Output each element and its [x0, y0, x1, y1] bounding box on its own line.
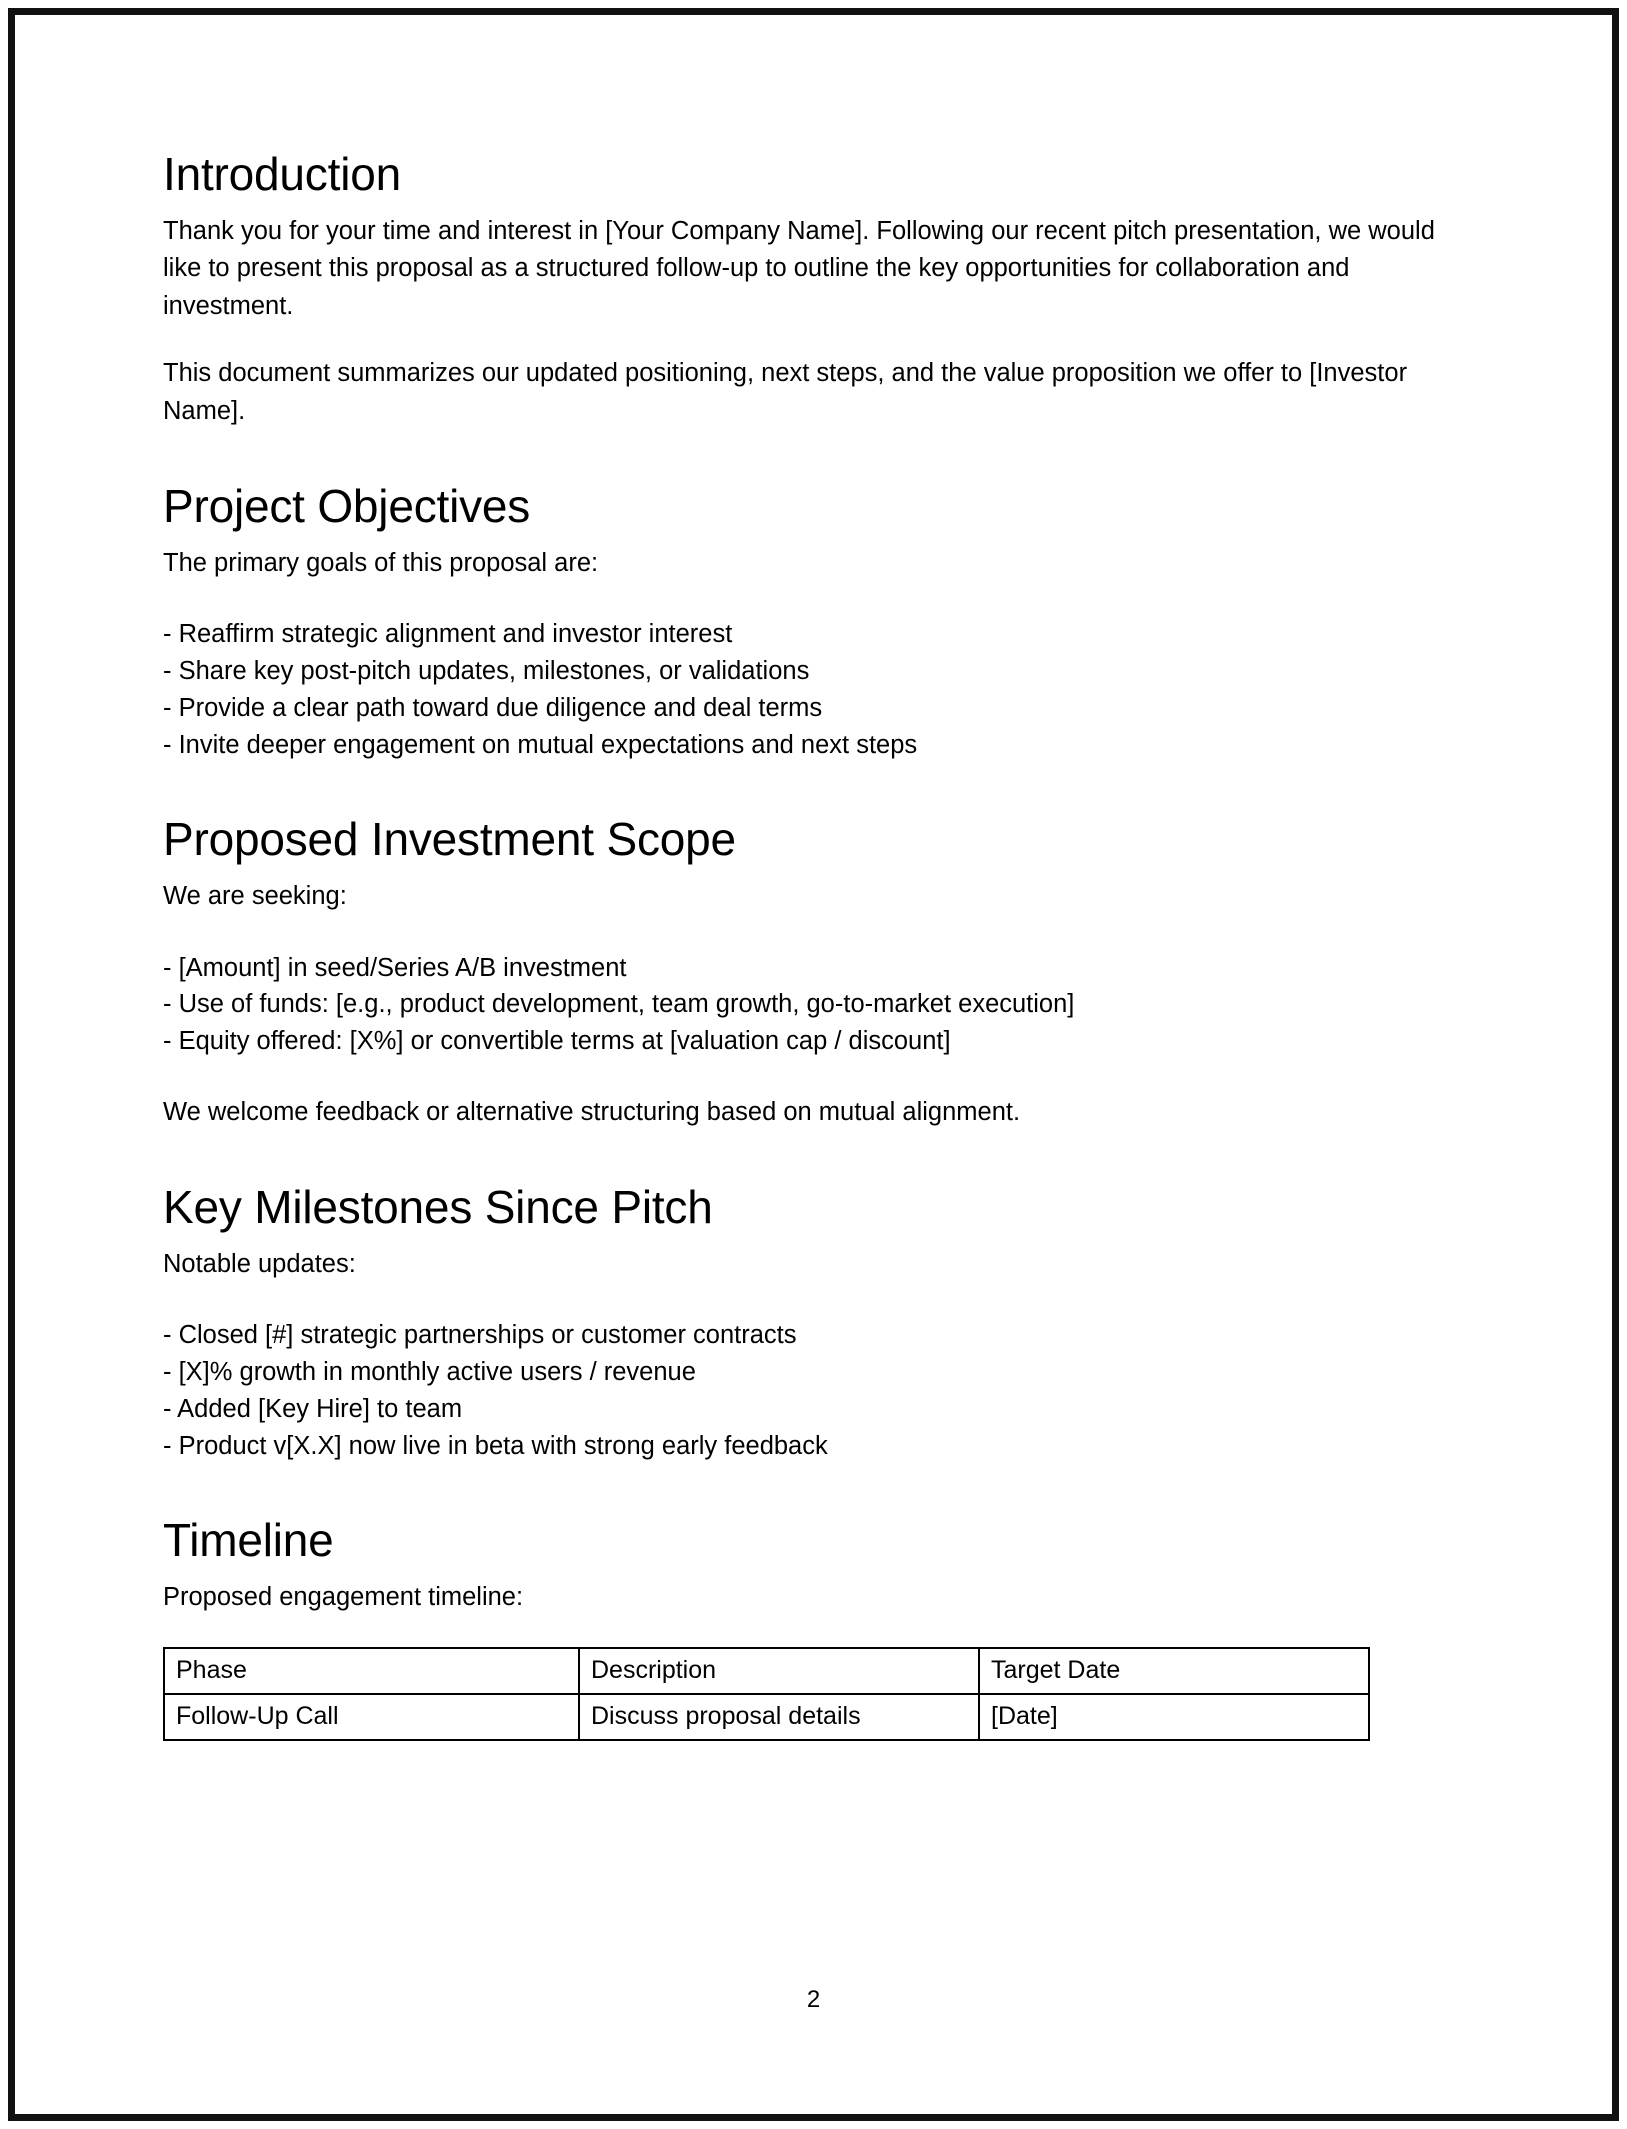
column-header-phase: Phase	[164, 1648, 579, 1694]
list-key-milestones	[163, 1317, 1463, 1464]
cell-phase: Follow-Up Call	[164, 1694, 579, 1740]
cell-target-date: [Date]	[979, 1694, 1369, 1740]
section-introduction	[163, 150, 1463, 430]
lead-project-objectives: The primary goals of this proposal are:	[163, 548, 599, 577]
table-row	[164, 1694, 1369, 1740]
page-number: 2	[806, 1986, 821, 2013]
list-item: - [X]% growth in monthly active users / revenue	[163, 1358, 696, 1387]
list-item: - [Amount] in seed/Series A/B investment	[163, 953, 627, 982]
list-item: - Use of funds: [e.g., product development, team growth, go-to-market execution]	[163, 990, 1075, 1019]
heading-timeline: Timeline	[163, 1514, 334, 1567]
lead-investment-scope: We are seeking:	[163, 882, 347, 911]
list-item: - Product v[X.X] now live in beta with strong early feedback	[163, 1431, 828, 1460]
list-item: - Reaffirm strategic alignment and investor interest	[163, 620, 733, 649]
document-content	[163, 150, 1463, 1741]
cell-description: Discuss proposal details	[579, 1694, 979, 1740]
list-item: - Invite deeper engagement on mutual expectations and next steps	[163, 730, 918, 759]
timeline-table	[163, 1647, 1370, 1741]
table-header-row	[164, 1648, 1369, 1694]
heading-proposed-investment-scope: Proposed Investment Scope	[163, 813, 736, 866]
list-item: - Closed [#] strategic partnerships or customer contracts	[163, 1321, 797, 1350]
column-header-target-date: Target Date	[979, 1648, 1369, 1694]
section-key-milestones	[163, 1183, 1463, 1464]
closing-investment-scope: We welcome feedback or alternative structuring based on mutual alignment.	[163, 1097, 1021, 1126]
heading-project-objectives: Project Objectives	[163, 480, 531, 533]
column-header-description: Description	[579, 1648, 979, 1694]
list-item: - Equity offered: [X%] or convertible terms at [valuation cap / discount]	[163, 1026, 951, 1055]
section-proposed-investment-scope	[163, 815, 1463, 1131]
heading-key-milestones: Key Milestones Since Pitch	[163, 1181, 713, 1234]
list-investment-scope	[163, 950, 1463, 1060]
list-item: - Share key post-pitch updates, milestones, or validations	[163, 657, 810, 686]
lead-key-milestones: Notable updates:	[163, 1249, 356, 1278]
list-item: - Provide a clear path toward due diligence and deal terms	[163, 693, 823, 722]
list-item: - Added [Key Hire] to team	[163, 1394, 463, 1423]
list-project-objectives	[163, 616, 1463, 763]
section-project-objectives	[163, 482, 1463, 763]
lead-timeline: Proposed engagement timeline:	[163, 1583, 524, 1612]
paragraph-intro-2: This document summarizes our updated positioning, next steps, and the value proposition we offer to [Investor Name].	[163, 359, 1408, 425]
paragraph-intro-1: Thank you for your time and interest in [Your Company Name]. Following our recent pitch presentation, we would like to present this proposal as a structured follow-up to outline the key opportunities for collaboration and investment.	[163, 216, 1435, 320]
section-timeline	[163, 1516, 1463, 1740]
heading-introduction: Introduction	[163, 148, 401, 200]
